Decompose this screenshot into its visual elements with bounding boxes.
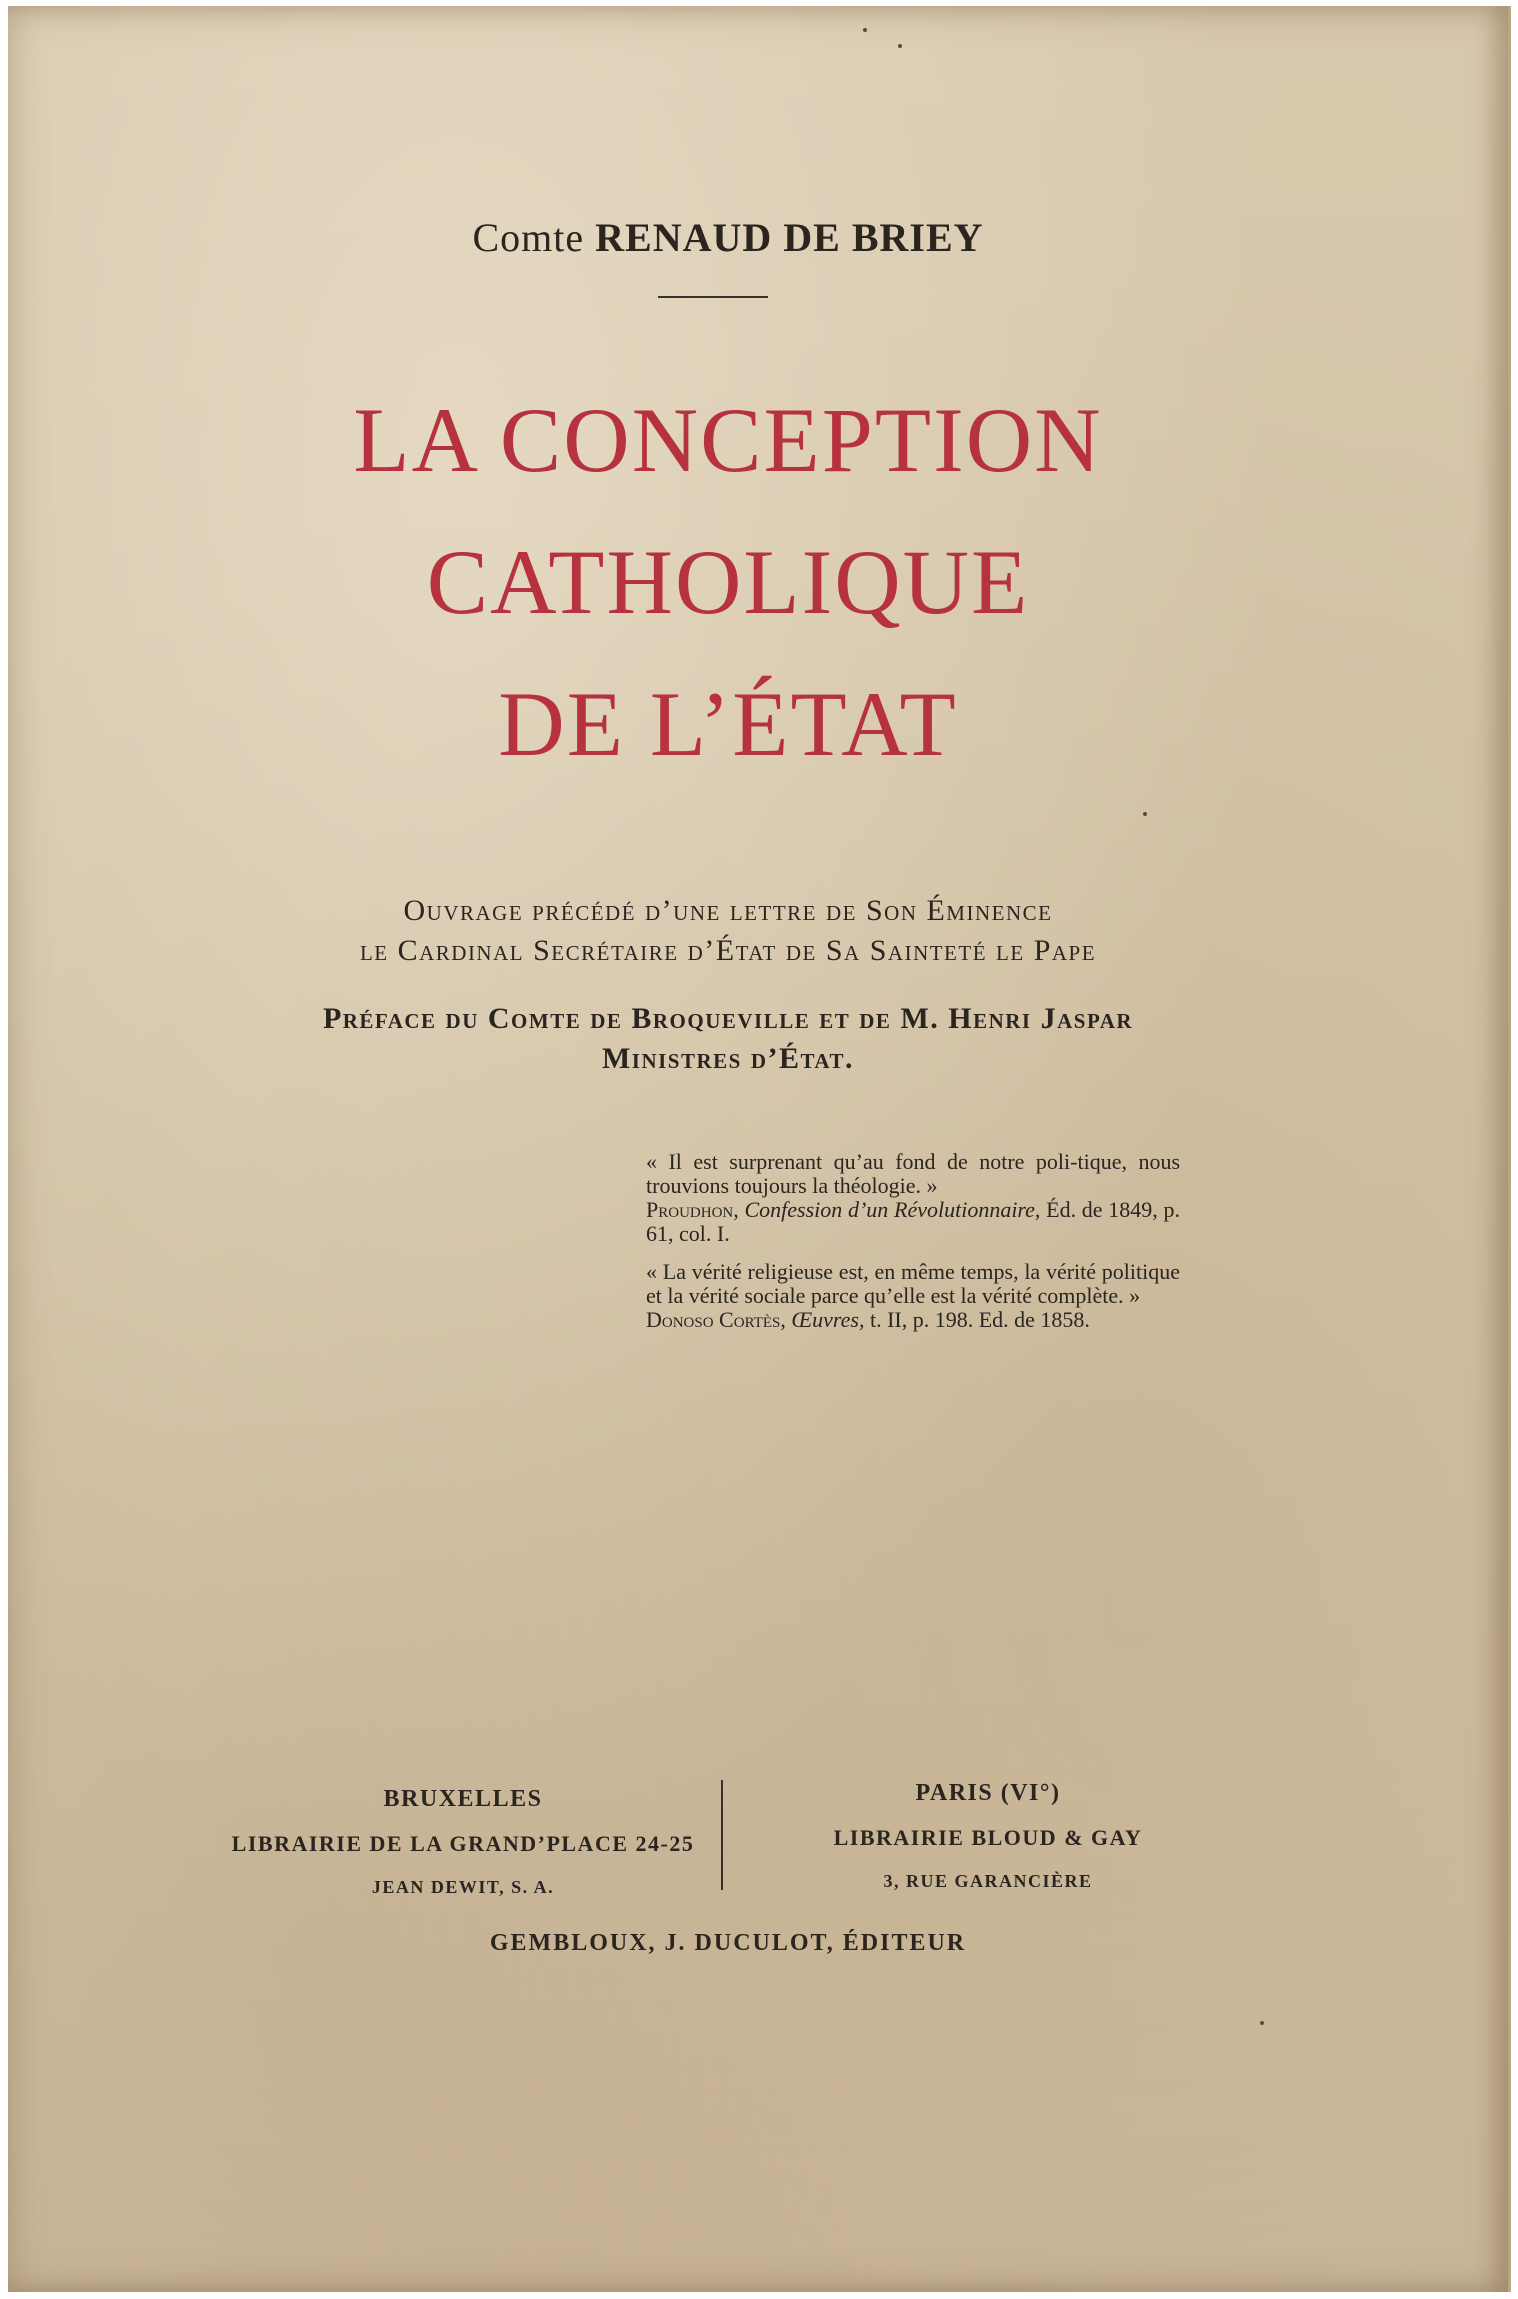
epigraph-2 [620, 1260, 1180, 1332]
epigraph-1-work: Confession d’un Révolutionnaire, [744, 1197, 1041, 1222]
imprint-paris-address: 3, RUE GARANCIÈRE [883, 1871, 1093, 1891]
title-line-2: CATHOLIQUE [426, 531, 1030, 633]
publisher-line: GEMBLOUX, J. DUCULOT, ÉDITEUR [489, 1930, 967, 1956]
subtitle-line-1: Ouvrage précédé d’une lettre de Son Éminence [403, 894, 1053, 927]
imprint-brussels [208, 1786, 718, 1898]
author-prefix: Comte [472, 215, 585, 260]
epigraph-1-details: Éd. de 1849, p. 61, col. I. [646, 1197, 1181, 1246]
epigraph-2-quote: « La vérité religieuse est, en même temps, la vérité politique et la vérité sociale parce qu’elle est la vérité complète. » [646, 1259, 1180, 1308]
book-cover [8, 6, 1511, 2292]
epigraph-1-quote: « Il est surprenant qu’au fond de notre poli-tique, nous trouvions toujours la théologie. » [646, 1149, 1180, 1198]
imprint-paris-city: PARIS (VI°) [915, 1780, 1061, 1806]
subtitle-line-2: le Cardinal Secrétaire d’État de Sa Sainteté le Pape [359, 934, 1097, 967]
title-line-3: DE L’ÉTAT [498, 673, 958, 775]
imprint-brussels-library: LIBRAIRIE DE LA GRAND’PLACE 24-25 [231, 1831, 695, 1856]
subtitle-line-4: Ministres d’État. [601, 1042, 855, 1075]
author-name: RENAUD DE BRIEY [595, 215, 984, 260]
epigraph-1-author: Proudhon, [646, 1197, 739, 1222]
epigraph-1-source [620, 1198, 1180, 1246]
paper-speck [1260, 2021, 1264, 2025]
paper-speck [1143, 812, 1147, 816]
imprint-brussels-address: JEAN DEWIT, S. A. [371, 1877, 555, 1897]
imprint-brussels-city: BRUXELLES [383, 1786, 543, 1812]
imprint-paris [738, 1780, 1238, 1892]
title-line-1: LA CONCEPTION [353, 389, 1103, 491]
epigraph-2-work: Œuvres, [791, 1307, 865, 1332]
epigraph-1 [620, 1150, 1180, 1246]
epigraph-2-details: t. II, p. 198. Ed. de 1858. [869, 1307, 1090, 1332]
author-rule [658, 296, 768, 298]
epigraph-2-source [620, 1308, 1180, 1332]
epigraph-2-author: Donoso Cortès, [646, 1307, 786, 1332]
subtitle-line-3: Préface du Comte de Broqueville et de M. Henri Jaspar [322, 1002, 1134, 1035]
imprint-paris-library: LIBRAIRIE BLOUD & GAY [833, 1825, 1143, 1850]
paper-speck [863, 28, 867, 32]
paper-speck [898, 44, 902, 48]
imprint-divider [721, 1780, 723, 1890]
author-line [8, 214, 1448, 261]
